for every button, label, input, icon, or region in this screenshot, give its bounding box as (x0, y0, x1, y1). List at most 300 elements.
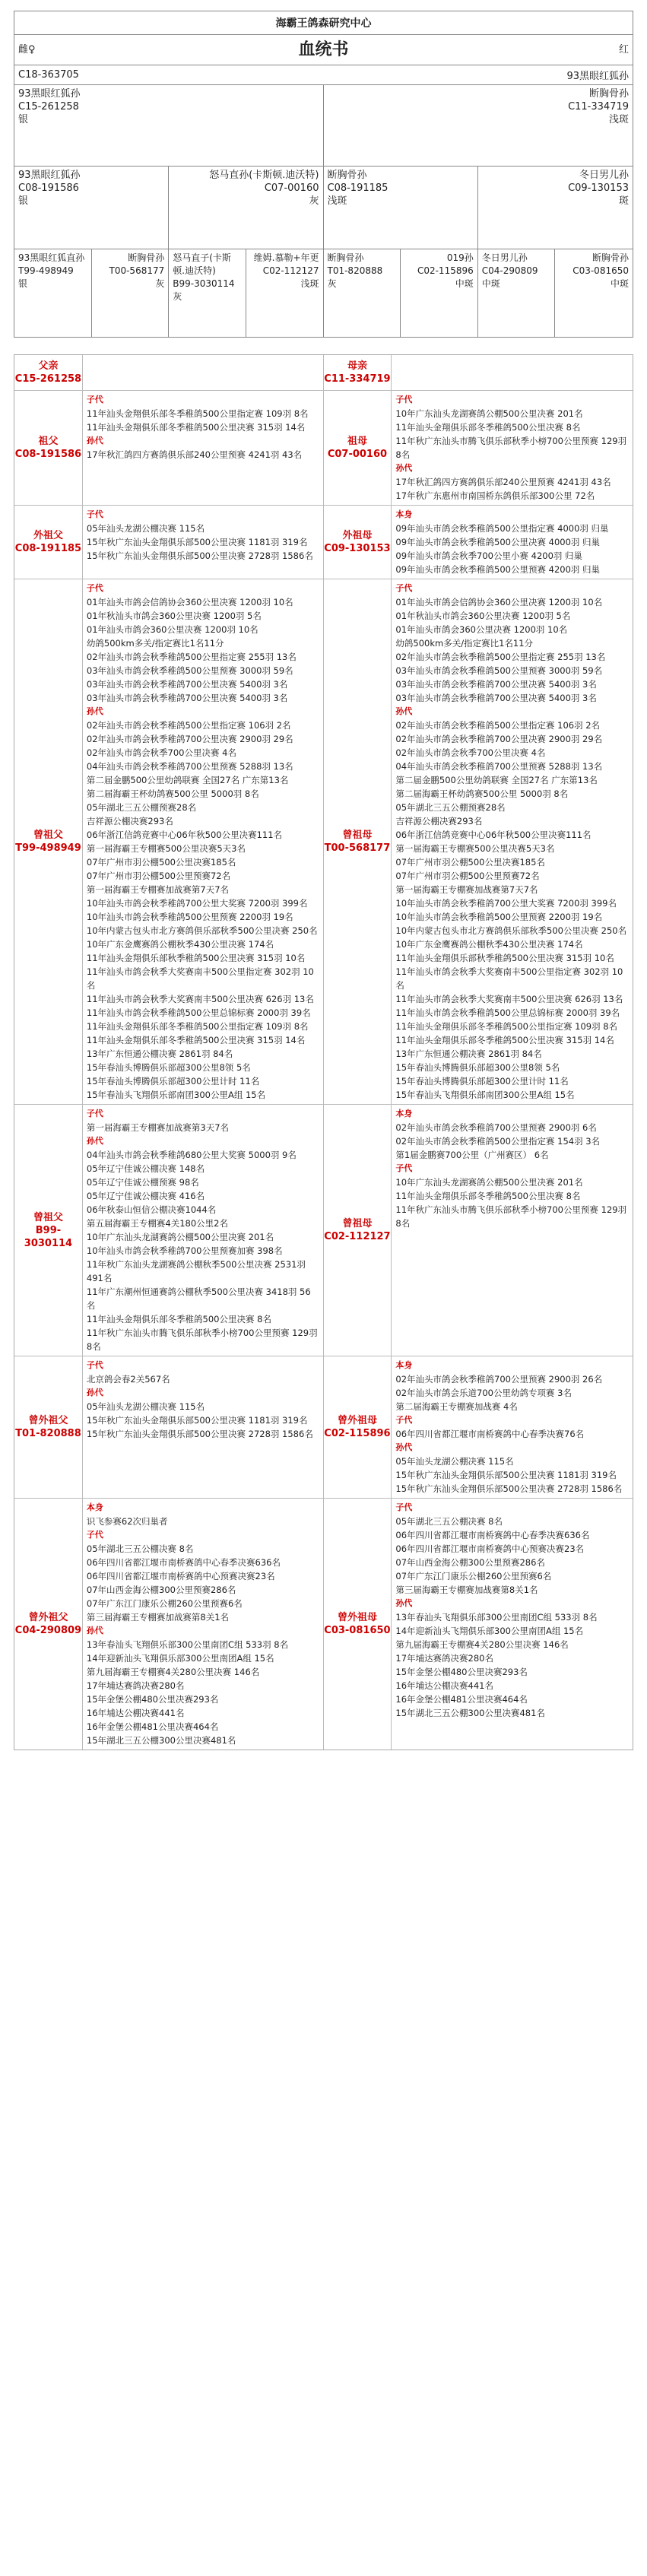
record-list (392, 355, 633, 390)
record-item: 第1届金鹏赛700公里（广州赛区） 6名 (395, 1150, 549, 1160)
g2-cell (92, 249, 170, 337)
record-item: 11年汕头金翔俱乐部冬季稚鸽500公里指定赛 109羽 8名 (86, 1021, 309, 1032)
g2-name: 断胸骨孙 (128, 252, 165, 263)
record-item: 北京鸽会春2关567名 (86, 1374, 170, 1385)
record-item: 07年山西金海公棚300公里预赛286名 (86, 1585, 236, 1595)
g2-color: 灰 (155, 278, 165, 289)
relation-label-cell (324, 506, 392, 579)
relation-ring: T99-498949 (15, 842, 81, 854)
record-item: 04年汕头市鸽会秋季稚鸽680公里大奖赛 5000羽 9名 (86, 1150, 297, 1160)
relation-label: 祖父 (38, 436, 59, 447)
record-item: 07年广州市羽公棚500公里预赛72名 (86, 871, 231, 881)
record-section-heading: 孙代 (86, 706, 103, 716)
parents-row (14, 85, 633, 167)
relation-label-cell (14, 1356, 83, 1498)
father-ring: C15-261258 (18, 101, 79, 113)
record-item: 15年湖北三五公棚300公里决赛481名 (86, 1735, 236, 1746)
record-section-heading: 子代 (395, 1502, 413, 1512)
record-item: 05年辽宁佳诚公棚决赛 148名 (86, 1163, 205, 1174)
ff-ring: C08-191586 (18, 182, 79, 194)
record-item: 16年埔达公棚决赛441名 (86, 1708, 185, 1718)
record-item: 04年汕头市鸽会秋季稚鸽700公里预赛 5288羽 13名 (395, 761, 603, 772)
relation-label: 母亲 (347, 360, 367, 372)
record-section-heading: 孙代 (86, 436, 103, 446)
g5-ring: T01-820888 (327, 265, 383, 276)
record-item: 02年汕头市鸽会秋季700公里决赛 4名 (395, 747, 546, 758)
record-item: 第一届海霸王专棚赛加战赛第7天7名 (86, 884, 230, 895)
relation-ring: C04-290809 (14, 1625, 82, 1636)
record-item: 03年汕头市鸽会秋季稚鸽500公里预赛 3000羽 59名 (86, 665, 293, 676)
record-list (83, 1105, 324, 1356)
record-item: 06年浙江信鸽竞赛中心06年秋500公里决赛111名 (86, 830, 283, 840)
record-item: 第二届金鹏500公里幼鸽联赛 全国27名 广东第13名 (395, 775, 598, 785)
relation-label: 曾外祖父 (28, 1415, 68, 1426)
record-item: 11年汕头市鸽会秋季稚鸽500公里总锦标赛 2000羽 39名 (86, 1007, 311, 1018)
relation-label-cell (14, 391, 83, 505)
record-item: 02年汕头市鸽会秋季稚鸽500公里指定赛 154羽 3名 (395, 1136, 601, 1147)
record-item: 06年浙江信鸽竞赛中心06年秋500公里决赛111名 (395, 830, 591, 840)
record-section-heading: 子代 (395, 1415, 413, 1425)
father-name: 93黑眼红狐孙 (18, 88, 81, 100)
record-item: 05年汕头龙湖公棚决赛 115名 (395, 1456, 514, 1467)
record-item: 15年金堡公棚480公里决赛293名 (86, 1694, 219, 1705)
record-item: 05年辽宁佳诚公棚决赛 416名 (86, 1191, 205, 1201)
g5-name: 断胸骨孙 (327, 252, 364, 263)
record-list (392, 506, 633, 579)
record-section-heading: 子代 (86, 583, 103, 593)
record-item: 15年秋广东汕头金翔俱乐部500公里决赛 1181羽 319名 (395, 1470, 617, 1480)
record-list (392, 1499, 633, 1750)
relation-ring: C02-115896 (324, 1428, 391, 1439)
record-item: 11年汕头金翔俱乐部秋季稚鸽500公里决赛 315羽 10名 (395, 953, 614, 963)
record-list (392, 579, 633, 1104)
record-list (83, 391, 324, 505)
ff-cell (14, 167, 169, 249)
record-item: 16年金堡公棚481公里决赛464名 (86, 1721, 219, 1732)
record-item: 15年金堡公棚480公里决赛293名 (395, 1667, 528, 1677)
record-section-heading: 本身 (395, 1360, 413, 1370)
relation-ring: C03-081650 (324, 1625, 391, 1636)
record-item: 11年汕头金翔俱乐部冬季稚鸽500公里决赛 315羽 14名 (86, 422, 306, 433)
g8-cell (555, 249, 633, 337)
relation-ring: C08-191586 (14, 449, 82, 460)
record-section-heading: 子代 (395, 395, 413, 404)
relation-ring: C15-261258 (14, 373, 82, 385)
record-item: 01年秋汕头市鸽会360公里决赛 1200羽 5名 (395, 611, 571, 621)
record-item: 11年汕头金翔俱乐部秋季稚鸽500公里决赛 315羽 10名 (86, 953, 306, 963)
record-item: 第九届海霸王专棚赛4关280公里决赛 146名 (395, 1639, 569, 1650)
contest-row (14, 1499, 633, 1750)
record-item: 06年秋泰山恒信公棚决赛1044名 (86, 1204, 217, 1215)
contest-row (14, 1356, 633, 1499)
record-item: 15年湖北三五公棚300公里决赛481名 (395, 1708, 545, 1718)
record-item: 16年金堡公棚481公里决赛464名 (395, 1694, 528, 1705)
record-item: 15年春汕头飞翔俱乐部南团300公里A组 15名 (395, 1090, 575, 1100)
relation-label: 祖母 (347, 436, 367, 447)
mf-color: 浅斑 (327, 195, 347, 207)
record-item: 10年广东汕头龙湖赛鸽公棚500公里决赛 201名 (86, 1232, 274, 1242)
record-item: 第九届海霸王专棚赛4关280公里决赛 146名 (86, 1667, 260, 1677)
record-item: 10年广东金鹰赛鸽公棚秋季430公里决赛 174名 (395, 939, 583, 950)
document-title: 血统书 (298, 40, 349, 59)
record-item: 10年内蒙古包头市北方赛鸽俱乐部秋季500公里决赛 250名 (395, 925, 627, 936)
grandparents-row (14, 167, 633, 249)
relation-label: 曾外祖父 (28, 1612, 68, 1623)
record-item: 10年汕头市鸽会秋季稚鸽500公里预赛 2200羽 19名 (86, 912, 293, 922)
record-item: 15年春汕头博腾俱乐部超300公里8领 5名 (395, 1062, 560, 1073)
record-item: 11年汕头市鸽会秋季大奖赛南丰500公里指定赛 302羽 10名 (86, 966, 314, 991)
record-section-heading: 子代 (86, 1530, 103, 1540)
mother-name: 断胸骨孙 (588, 88, 629, 100)
record-item: 02年汕头市鸽会秋季稚鸽700公里决赛 2900羽 29名 (86, 734, 293, 744)
record-item: 07年广东江门康乐公棚260公里预赛6名 (395, 1571, 552, 1581)
record-item: 10年汕头市鸽会秋季稚鸽700公里大奖赛 7200羽 399名 (395, 898, 617, 909)
record-list (392, 1356, 633, 1498)
relation-label-cell (324, 1499, 392, 1750)
g3-color: 灰 (173, 291, 182, 302)
record-list (83, 1356, 324, 1498)
record-item: 05年汕头龙湖公棚决赛 115名 (86, 1401, 205, 1412)
record-item: 10年内蒙古包头市北方赛鸽俱乐部秋季500公里决赛 250名 (86, 925, 318, 936)
relation-ring: C08-191185 (14, 543, 82, 554)
record-item: 10年广东汕头龙湖赛鸽公棚500公里决赛 201名 (395, 408, 583, 419)
record-item: 17年埔达赛鸽决赛280名 (395, 1653, 493, 1664)
record-item: 11年汕头市鸽会秋季大奖赛南丰500公里指定赛 302羽 10名 (395, 966, 623, 991)
record-item: 第三届海霸王专棚赛加战赛第8关1名 (86, 1612, 230, 1623)
record-item: 16年埔达公棚决赛441名 (395, 1680, 493, 1691)
record-section-heading: 本身 (395, 509, 413, 519)
breeder-title: 海霸王鸽森研究中心 (14, 11, 633, 35)
bird-strain: 93黑眼红狐孙 (566, 71, 629, 82)
g6-cell (401, 249, 478, 337)
record-item: 06年四川省都江堰市南桥赛鸽中心春季决赛636名 (86, 1557, 281, 1568)
record-section-heading: 子代 (395, 583, 413, 593)
relation-ring: C11-334719 (324, 373, 391, 385)
g1-ring: T99-498949 (18, 265, 74, 276)
record-item: 04年汕头市鸽会秋季稚鸽700公里预赛 5288羽 13名 (86, 761, 293, 772)
g5-cell (324, 249, 401, 337)
fm-name: 怒马直孙(卡斯顿.迪沃特) (209, 170, 319, 181)
record-item: 第二届金鹏500公里幼鸽联赛 全国27名 广东第13名 (86, 775, 289, 785)
mother-ring: C11-334719 (568, 101, 629, 113)
record-item: 11年广东潮州恒通赛鸽公棚秋季500公里决赛 3418羽 56名 (86, 1286, 311, 1311)
record-item: 11年秋广东汕头市腾飞俱乐部秋季小榜700公里预赛 129羽 8名 (395, 436, 627, 460)
record-item: 03年汕头市鸽会秋季稚鸽700公里决赛 5400羽 3名 (395, 679, 597, 690)
record-section-heading: 本身 (86, 1502, 103, 1512)
record-item: 15年秋广东汕头金翔俱乐部500公里决赛 2728羽 1586名 (395, 1483, 623, 1494)
relation-label-cell (324, 1356, 392, 1498)
record-item: 11年汕头市鸽会秋季大奖赛南丰500公里决赛 626羽 13名 (395, 994, 623, 1004)
ff-name: 93黑眼红狐孙 (18, 170, 81, 181)
record-item: 07年广州市羽公棚500公里决赛185名 (395, 857, 545, 868)
record-item: 01年汕头市鸽会360公里决赛 1200羽 10名 (395, 624, 568, 635)
relation-label: 曾祖父 (33, 1211, 63, 1223)
mf-ring: C08-191185 (327, 182, 389, 194)
record-item: 14年迎新汕头飞翔俱乐部300公里南团A组 15名 (395, 1626, 584, 1636)
contest-row (14, 579, 633, 1105)
record-item: 02年汕头市鸽会秋季稚鸽500公里指定赛 106羽 2名 (86, 720, 291, 731)
relation-label-cell (324, 391, 392, 505)
ff-color: 银 (18, 195, 29, 207)
g1-name: 93黑眼红狐直孙 (18, 252, 85, 263)
record-item: 09年汕头市鸽会秋季稚鸽500公里指定赛 4000羽 归巢 (395, 523, 609, 534)
record-item: 15年秋广东汕头金翔俱乐部500公里决赛 1181羽 319名 (86, 537, 308, 547)
relation-ring: T01-820888 (15, 1428, 81, 1439)
relation-ring: B99-3030114 (24, 1224, 73, 1249)
record-item: 17年秋广东惠州市南国桥东鸽俱乐部300公里 72名 (395, 490, 595, 501)
record-item: 05年湖北三五公棚决赛 8名 (395, 1516, 503, 1527)
relation-ring: C02-112127 (324, 1231, 391, 1242)
record-section-heading: 孙代 (86, 1388, 103, 1397)
bird-color: 红 (618, 44, 629, 56)
record-item: 吉祥源公棚决赛293名 (395, 816, 483, 826)
record-item: 10年汕头市鸽会秋季稚鸽700公里大奖赛 7200羽 399名 (86, 898, 308, 909)
record-item: 05年湖北三五公棚预赛28名 (395, 802, 506, 813)
record-item: 第五届海霸王专棚赛4关180公里2名 (86, 1218, 228, 1229)
pedigree-card (14, 11, 633, 338)
g8-color: 中斑 (610, 278, 629, 289)
record-section-heading: 孙代 (86, 1626, 103, 1635)
record-item: 幼鸽500km多关/指定赛比1名11分 (395, 638, 534, 649)
g3-ring: B99-3030114 (173, 278, 235, 289)
relation-label: 曾祖母 (342, 1218, 373, 1229)
contest-row (14, 506, 633, 579)
record-item: 识飞参赛62次归巢者 (86, 1516, 168, 1527)
record-section-heading: 孙代 (395, 1598, 413, 1608)
record-item: 03年汕头市鸽会秋季稚鸽700公里决赛 5400羽 3名 (86, 693, 288, 703)
relation-ring: C07-00160 (327, 449, 388, 460)
record-item: 10年汕头市鸽会秋季稚鸽500公里预赛 2200羽 19名 (395, 912, 603, 922)
record-list (83, 1499, 324, 1750)
record-item: 15年春汕头博腾俱乐部超300公里8领 5名 (86, 1062, 251, 1073)
record-item: 15年秋广东汕头金翔俱乐部500公里决赛 2728羽 1586名 (86, 550, 313, 561)
record-item: 11年秋广东汕头市腾飞俱乐部秋季小榜700公里预赛 129羽 8名 (395, 1204, 627, 1229)
record-item: 15年春汕头博腾俱乐部超300公里计时 11名 (86, 1076, 260, 1087)
relation-label-cell (324, 579, 392, 1104)
record-item: 15年秋广东汕头金翔俱乐部500公里决赛 2728羽 1586名 (86, 1429, 313, 1439)
record-item: 第一届海霸王专棚赛500公里决赛5天3名 (86, 843, 246, 854)
record-item: 14年迎新汕头飞翔俱乐部300公里南团A组 15名 (86, 1653, 274, 1664)
record-item: 09年汕头市鸽会秋季稚鸽500公里预赛 4200羽 归巢 (395, 564, 601, 575)
record-item: 第一届海霸王专棚赛加战赛第3天7名 (86, 1122, 230, 1133)
record-item: 第一届海霸王专棚赛加战赛第7天7名 (395, 884, 538, 895)
mf-name: 断胸骨孙 (327, 170, 367, 181)
record-item: 11年秋广东汕头市腾飞俱乐部秋季小榜700公里预赛 129羽 8名 (86, 1328, 318, 1352)
record-list (392, 1105, 633, 1356)
record-item: 第二届海霸王杯幼鸽赛500公里 5000羽 8名 (395, 788, 569, 799)
record-item: 05年湖北三五公棚决赛 8名 (86, 1543, 194, 1554)
record-item: 02年汕头市鸽会秋季700公里决赛 4名 (86, 747, 236, 758)
relation-label-cell (324, 1105, 392, 1356)
record-item: 13年春汕头飞翔俱乐部300公里南团C组 533羽 8名 (395, 1612, 598, 1623)
relation-ring: C09-130153 (324, 543, 391, 554)
g6-color: 中斑 (455, 278, 474, 289)
record-section-heading: 子代 (86, 395, 103, 404)
record-item: 03年汕头市鸽会秋季稚鸽700公里决赛 5400羽 3名 (395, 693, 597, 703)
fm-ring: C07-00160 (264, 182, 319, 194)
record-item: 10年汕头市鸽会秋季稚鸽700公里预赛加赛 398名 (86, 1245, 283, 1256)
record-list (83, 506, 324, 579)
record-item: 01年汕头市鸽会信鸽协会360公里决赛 1200羽 10名 (395, 597, 603, 608)
record-item: 07年广东江门康乐公棚260公里预赛6名 (86, 1598, 243, 1609)
record-list (83, 579, 324, 1104)
g6-ring: C02-115896 (417, 265, 474, 276)
relation-label: 曾外祖母 (337, 1612, 377, 1623)
record-item: 06年四川省都江堰市南桥赛鸽中心春季决赛636名 (395, 1530, 590, 1540)
g7-name: 冬日男儿孙 (481, 252, 528, 263)
contest-row (14, 355, 633, 391)
g4-color: 浅斑 (300, 278, 319, 289)
g4-cell (246, 249, 324, 337)
g2-ring: T00-568177 (109, 265, 165, 276)
record-item: 01年秋汕头市鸽会360公里决赛 1200羽 5名 (86, 611, 262, 621)
record-item: 15年秋广东汕头金翔俱乐部500公里决赛 1181羽 319名 (86, 1415, 308, 1426)
mother-color: 浅斑 (608, 114, 629, 125)
record-item: 07年山西金海公棚300公里预赛286名 (395, 1557, 545, 1568)
relation-label: 父亲 (38, 360, 59, 372)
g6-name: 019孙 (446, 252, 474, 263)
great-grandparents-row (14, 249, 633, 337)
mother-cell (324, 85, 633, 166)
father-color: 银 (18, 114, 29, 125)
record-section-heading: 子代 (86, 1109, 103, 1118)
record-item: 11年汕头市鸽会秋季大奖赛南丰500公里决赛 626羽 13名 (86, 994, 314, 1004)
record-item: 10年广东金鹰赛鸽公棚秋季430公里决赛 174名 (86, 939, 274, 950)
record-item: 11年汕头金翔俱乐部冬季稚鸽500公里决赛 315羽 14名 (86, 1035, 306, 1045)
relation-label-cell (14, 579, 83, 1104)
record-item: 第一届海霸王专棚赛500公里决赛5天3名 (395, 843, 555, 854)
record-item: 07年广州市羽公棚500公里决赛185名 (86, 857, 236, 868)
record-section-heading: 孙代 (395, 463, 413, 473)
record-item: 02年汕头市鸽会秋季稚鸽500公里指定赛 106羽 2名 (395, 720, 601, 731)
sex: 雌♀ (18, 44, 36, 56)
bird-row (14, 65, 633, 85)
relation-label: 外祖母 (342, 530, 373, 541)
g4-ring: C02-112127 (262, 265, 319, 276)
record-item: 吉祥源公棚决赛293名 (86, 816, 173, 826)
relation-label-cell (14, 506, 83, 579)
record-item: 01年汕头市鸽会360公里决赛 1200羽 10名 (86, 624, 258, 635)
record-section-heading: 子代 (86, 1360, 103, 1370)
record-item: 11年汕头金翔俱乐部冬季稚鸽500公里指定赛 109羽 8名 (86, 408, 309, 419)
record-item: 11年汕头金翔俱乐部冬季稚鸽500公里决赛 8名 (395, 422, 581, 433)
relation-label: 曾祖母 (342, 830, 373, 841)
contest-row (14, 1105, 633, 1356)
mf-cell (324, 167, 478, 249)
record-section-heading: 本身 (395, 1109, 413, 1118)
relation-ring: T00-568177 (324, 842, 391, 854)
record-item: 02年汕头市鸽会秋季稚鸽700公里决赛 2900羽 29名 (395, 734, 603, 744)
record-item: 02年汕头市鸽会秋季稚鸽700公里预赛 2900羽 26名 (395, 1374, 603, 1385)
record-item: 17年秋汇鸽四方赛鸽俱乐部240公里预赛 4241羽 43名 (86, 449, 303, 460)
record-item: 02年汕头市鸽会秋季稚鸽500公里指定赛 255羽 13名 (395, 652, 606, 662)
mm-ring: C09-130153 (568, 182, 629, 194)
g4-name: 维姆.慕勒+年更 (253, 252, 319, 263)
header-row (14, 35, 633, 65)
record-item: 第二届海霸王专棚赛加战赛 4名 (395, 1401, 518, 1412)
record-item: 第二届海霸王杯幼鸽赛500公里 5000羽 8名 (86, 788, 259, 799)
record-item: 06年四川省都江堰市南桥赛鸽中心预赛决赛23名 (395, 1543, 585, 1554)
record-item: 17年埔达赛鸽决赛280名 (86, 1680, 185, 1691)
relation-label-cell (14, 355, 83, 390)
g8-ring: C03-081650 (572, 265, 629, 276)
record-item: 幼鸽500km多关/指定赛比1名11分 (86, 638, 224, 649)
relation-label-cell (324, 355, 392, 390)
relation-label: 曾外祖母 (337, 1415, 377, 1426)
g3-name: 怒马直子(卡斯顿.迪沃特) (173, 252, 231, 276)
record-item: 11年汕头金翔俱乐部冬季稚鸽500公里决赛 315羽 14名 (395, 1035, 614, 1045)
record-item: 05年湖北三五公棚预赛28名 (86, 802, 197, 813)
relation-label-cell (14, 1105, 83, 1356)
record-section-heading: 孙代 (395, 1442, 413, 1452)
g1-cell (14, 249, 92, 337)
bird-ring: C18-363705 (18, 69, 79, 81)
g5-color: 灰 (327, 278, 337, 289)
record-item: 17年秋汇鸽四方赛鸽俱乐部240公里预赛 4241羽 43名 (395, 477, 611, 487)
record-item: 10年广东汕头龙湖赛鸽公棚500公里决赛 201名 (395, 1177, 583, 1188)
record-item: 03年汕头市鸽会秋季稚鸽700公里决赛 5400羽 3名 (86, 679, 288, 690)
record-item: 11年秋广东汕头龙湖赛鸽公棚秋季500公里决赛 2531羽 491名 (86, 1259, 306, 1283)
record-item: 15年春汕头博腾俱乐部超300公里计时 11名 (395, 1076, 569, 1087)
contest-row (14, 391, 633, 506)
record-item: 07年广州市羽公棚500公里预赛72名 (395, 871, 540, 881)
record-item: 03年汕头市鸽会秋季稚鸽500公里预赛 3000羽 59名 (395, 665, 603, 676)
g1-color: 银 (18, 278, 28, 289)
father-cell (14, 85, 324, 166)
relation-label-cell (14, 1499, 83, 1750)
contest-records-table (14, 354, 633, 1750)
record-item: 13年春汕头飞翔俱乐部300公里南团C组 533羽 8名 (86, 1639, 289, 1650)
record-item: 02年汕头市鸽会秋季稚鸽700公里预赛 2900羽 6名 (395, 1122, 597, 1133)
record-item: 09年汕头市鸽会秋季700公里小赛 4200羽 归巢 (395, 550, 583, 561)
mm-color: 斑 (618, 195, 629, 207)
relation-label: 外祖父 (33, 530, 63, 541)
record-section-heading: 子代 (86, 509, 103, 519)
record-list (392, 391, 633, 505)
relation-label: 曾祖父 (33, 830, 63, 841)
record-section-heading: 子代 (395, 1163, 413, 1173)
record-list (83, 355, 324, 390)
record-item: 05年辽宁佳诚公棚预赛 98名 (86, 1177, 199, 1188)
record-item: 06年四川省都江堰市南桥赛鸽中心春季决赛76名 (395, 1429, 585, 1439)
record-item: 09年汕头市鸽会秋季稚鸽500公里决赛 4000羽 归巢 (395, 537, 601, 547)
record-item: 05年汕头龙湖公棚决赛 115名 (86, 523, 205, 534)
record-item: 11年汕头金翔俱乐部冬季稚鸽500公里指定赛 109羽 8名 (395, 1021, 618, 1032)
g8-name: 断胸骨孙 (591, 252, 629, 263)
fm-color: 灰 (309, 195, 319, 207)
record-item: 13年广东恒通公棚决赛 2861羽 84名 (86, 1048, 233, 1059)
g7-ring: C04-290809 (481, 265, 538, 276)
record-item: 02年汕头市鸽会乐道700公里幼鸽专项赛 3名 (395, 1388, 572, 1398)
record-item: 11年汕头市鸽会秋季稚鸽500公里总锦标赛 2000羽 39名 (395, 1007, 620, 1018)
g3-cell (169, 249, 246, 337)
record-item: 06年四川省都江堰市南桥赛鸽中心预赛决赛23名 (86, 1571, 275, 1581)
record-item: 11年汕头金翔俱乐部冬季稚鸽500公里决赛 8名 (395, 1191, 581, 1201)
record-item: 11年汕头金翔俱乐部冬季稚鸽500公里决赛 8名 (86, 1314, 271, 1324)
record-item: 15年春汕头飞翔俱乐部南团300公里A组 15名 (86, 1090, 266, 1100)
mm-cell (478, 167, 633, 249)
record-section-heading: 孙代 (86, 1136, 103, 1146)
record-item: 第三届海霸王专棚赛加战赛第8关1名 (395, 1585, 538, 1595)
record-item: 02年汕头市鸽会秋季稚鸽500公里指定赛 255羽 13名 (86, 652, 297, 662)
mm-name: 冬日男儿孙 (579, 170, 629, 181)
g7-color: 中斑 (481, 278, 500, 289)
fm-cell (169, 167, 323, 249)
g7-cell (478, 249, 556, 337)
record-section-heading: 孙代 (395, 706, 413, 716)
record-item: 13年广东恒通公棚决赛 2861羽 84名 (395, 1048, 542, 1059)
record-item: 01年汕头市鸽会信鸽协会360公里决赛 1200羽 10名 (86, 597, 293, 608)
